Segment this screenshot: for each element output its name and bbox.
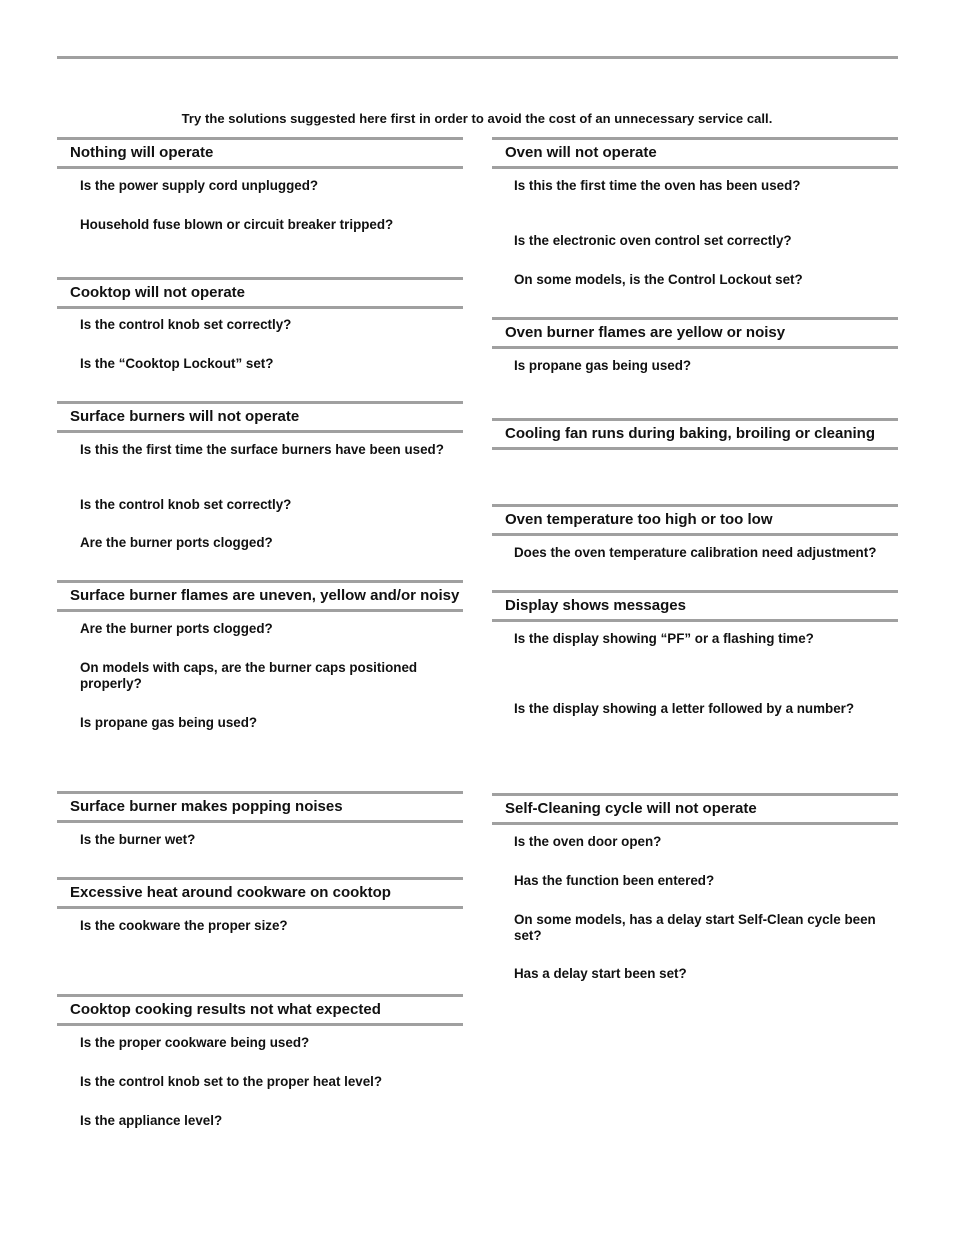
question-item: Is the cookware the proper size?: [80, 918, 288, 933]
question-item: Is the control knob set correctly?: [80, 317, 292, 332]
section-heading: Nothing will operate: [57, 137, 463, 169]
question-item: Is propane gas being used?: [514, 358, 692, 373]
question-item: Is the display showing “PF” or a flashing time?: [514, 631, 814, 646]
question-item: Is this the first time the oven has been used?: [514, 178, 801, 193]
question-item: Household fuse blown or circuit breaker tripped?: [80, 217, 394, 232]
section-surface-burners-will-not-operate: [57, 401, 463, 550]
section-display-shows-messages: [492, 590, 898, 716]
section-excessive-heat-cookware: [57, 877, 463, 933]
question-item: Is propane gas being used?: [80, 715, 258, 730]
question-item: On some models, has a delay start Self-Clean cycle been set?: [514, 912, 876, 943]
question-item: Is this the first time the surface burners have been used?: [80, 442, 444, 457]
section-heading: Oven will not operate: [492, 137, 898, 169]
section-heading: Display shows messages: [492, 590, 898, 622]
section-oven-burner-flames-yellow: [492, 317, 898, 373]
question-item: Is the control knob set to the proper heat level?: [80, 1074, 383, 1089]
question-item: Has a delay start been set?: [514, 966, 687, 981]
question-item: Is the electronic oven control set correctly?: [514, 233, 792, 248]
section-oven-will-not-operate: [492, 137, 898, 287]
question-item: Is the “Cooktop Lockout” set?: [80, 356, 274, 371]
question-item: Is the appliance level?: [80, 1113, 223, 1128]
section-heading: Surface burners will not operate: [57, 401, 463, 433]
section-heading: Cooling fan runs during baking, broiling or cleaning: [492, 418, 898, 450]
section-self-cleaning-cycle: [492, 793, 898, 981]
question-item: On models with caps, are the burner caps positioned properly?: [80, 660, 418, 691]
section-heading: Cooktop will not operate: [57, 277, 463, 309]
question-item: Is the burner wet?: [80, 832, 196, 847]
section-oven-temperature: [492, 504, 898, 560]
section-heading: Cooktop cooking results not what expected: [57, 994, 463, 1026]
section-heading: Self-Cleaning cycle will not operate: [492, 793, 898, 825]
question-item: On some models, is the Control Lockout set?: [514, 272, 803, 287]
question-item: Are the burner ports clogged?: [80, 621, 273, 636]
top-divider: [57, 56, 898, 59]
question-item: Is the proper cookware being used?: [80, 1035, 310, 1050]
section-heading: Excessive heat around cookware on cooktop: [57, 877, 463, 909]
section-surface-burner-flames-uneven: [57, 580, 463, 730]
question-item: Is the power supply cord unplugged?: [80, 178, 319, 193]
question-item: Does the oven temperature calibration need adjustment?: [514, 545, 877, 560]
section-surface-burner-popping-noises: [57, 791, 463, 847]
section-nothing-will-operate: [57, 137, 463, 232]
section-heading: Oven temperature too high or too low: [492, 504, 898, 536]
question-item: Is the control knob set correctly?: [80, 497, 292, 512]
question-item: Has the function been entered?: [514, 873, 715, 888]
question-item: Is the display showing a letter followed by a number?: [514, 701, 855, 716]
section-heading: Surface burner makes popping noises: [57, 791, 463, 823]
intro-text: Try the solutions suggested here first in order to avoid the cost of an unnecessary service call.: [181, 111, 773, 126]
section-heading: Oven burner flames are yellow or noisy: [492, 317, 898, 349]
section-cooktop-will-not-operate: [57, 277, 463, 371]
question-item: Is the oven door open?: [514, 834, 662, 849]
question-item: Are the burner ports clogged?: [80, 535, 273, 550]
section-cooling-fan-runs: [492, 418, 898, 450]
section-cooktop-cooking-results: [57, 994, 463, 1128]
section-heading: Surface burner flames are uneven, yellow and/or noisy: [57, 580, 463, 612]
